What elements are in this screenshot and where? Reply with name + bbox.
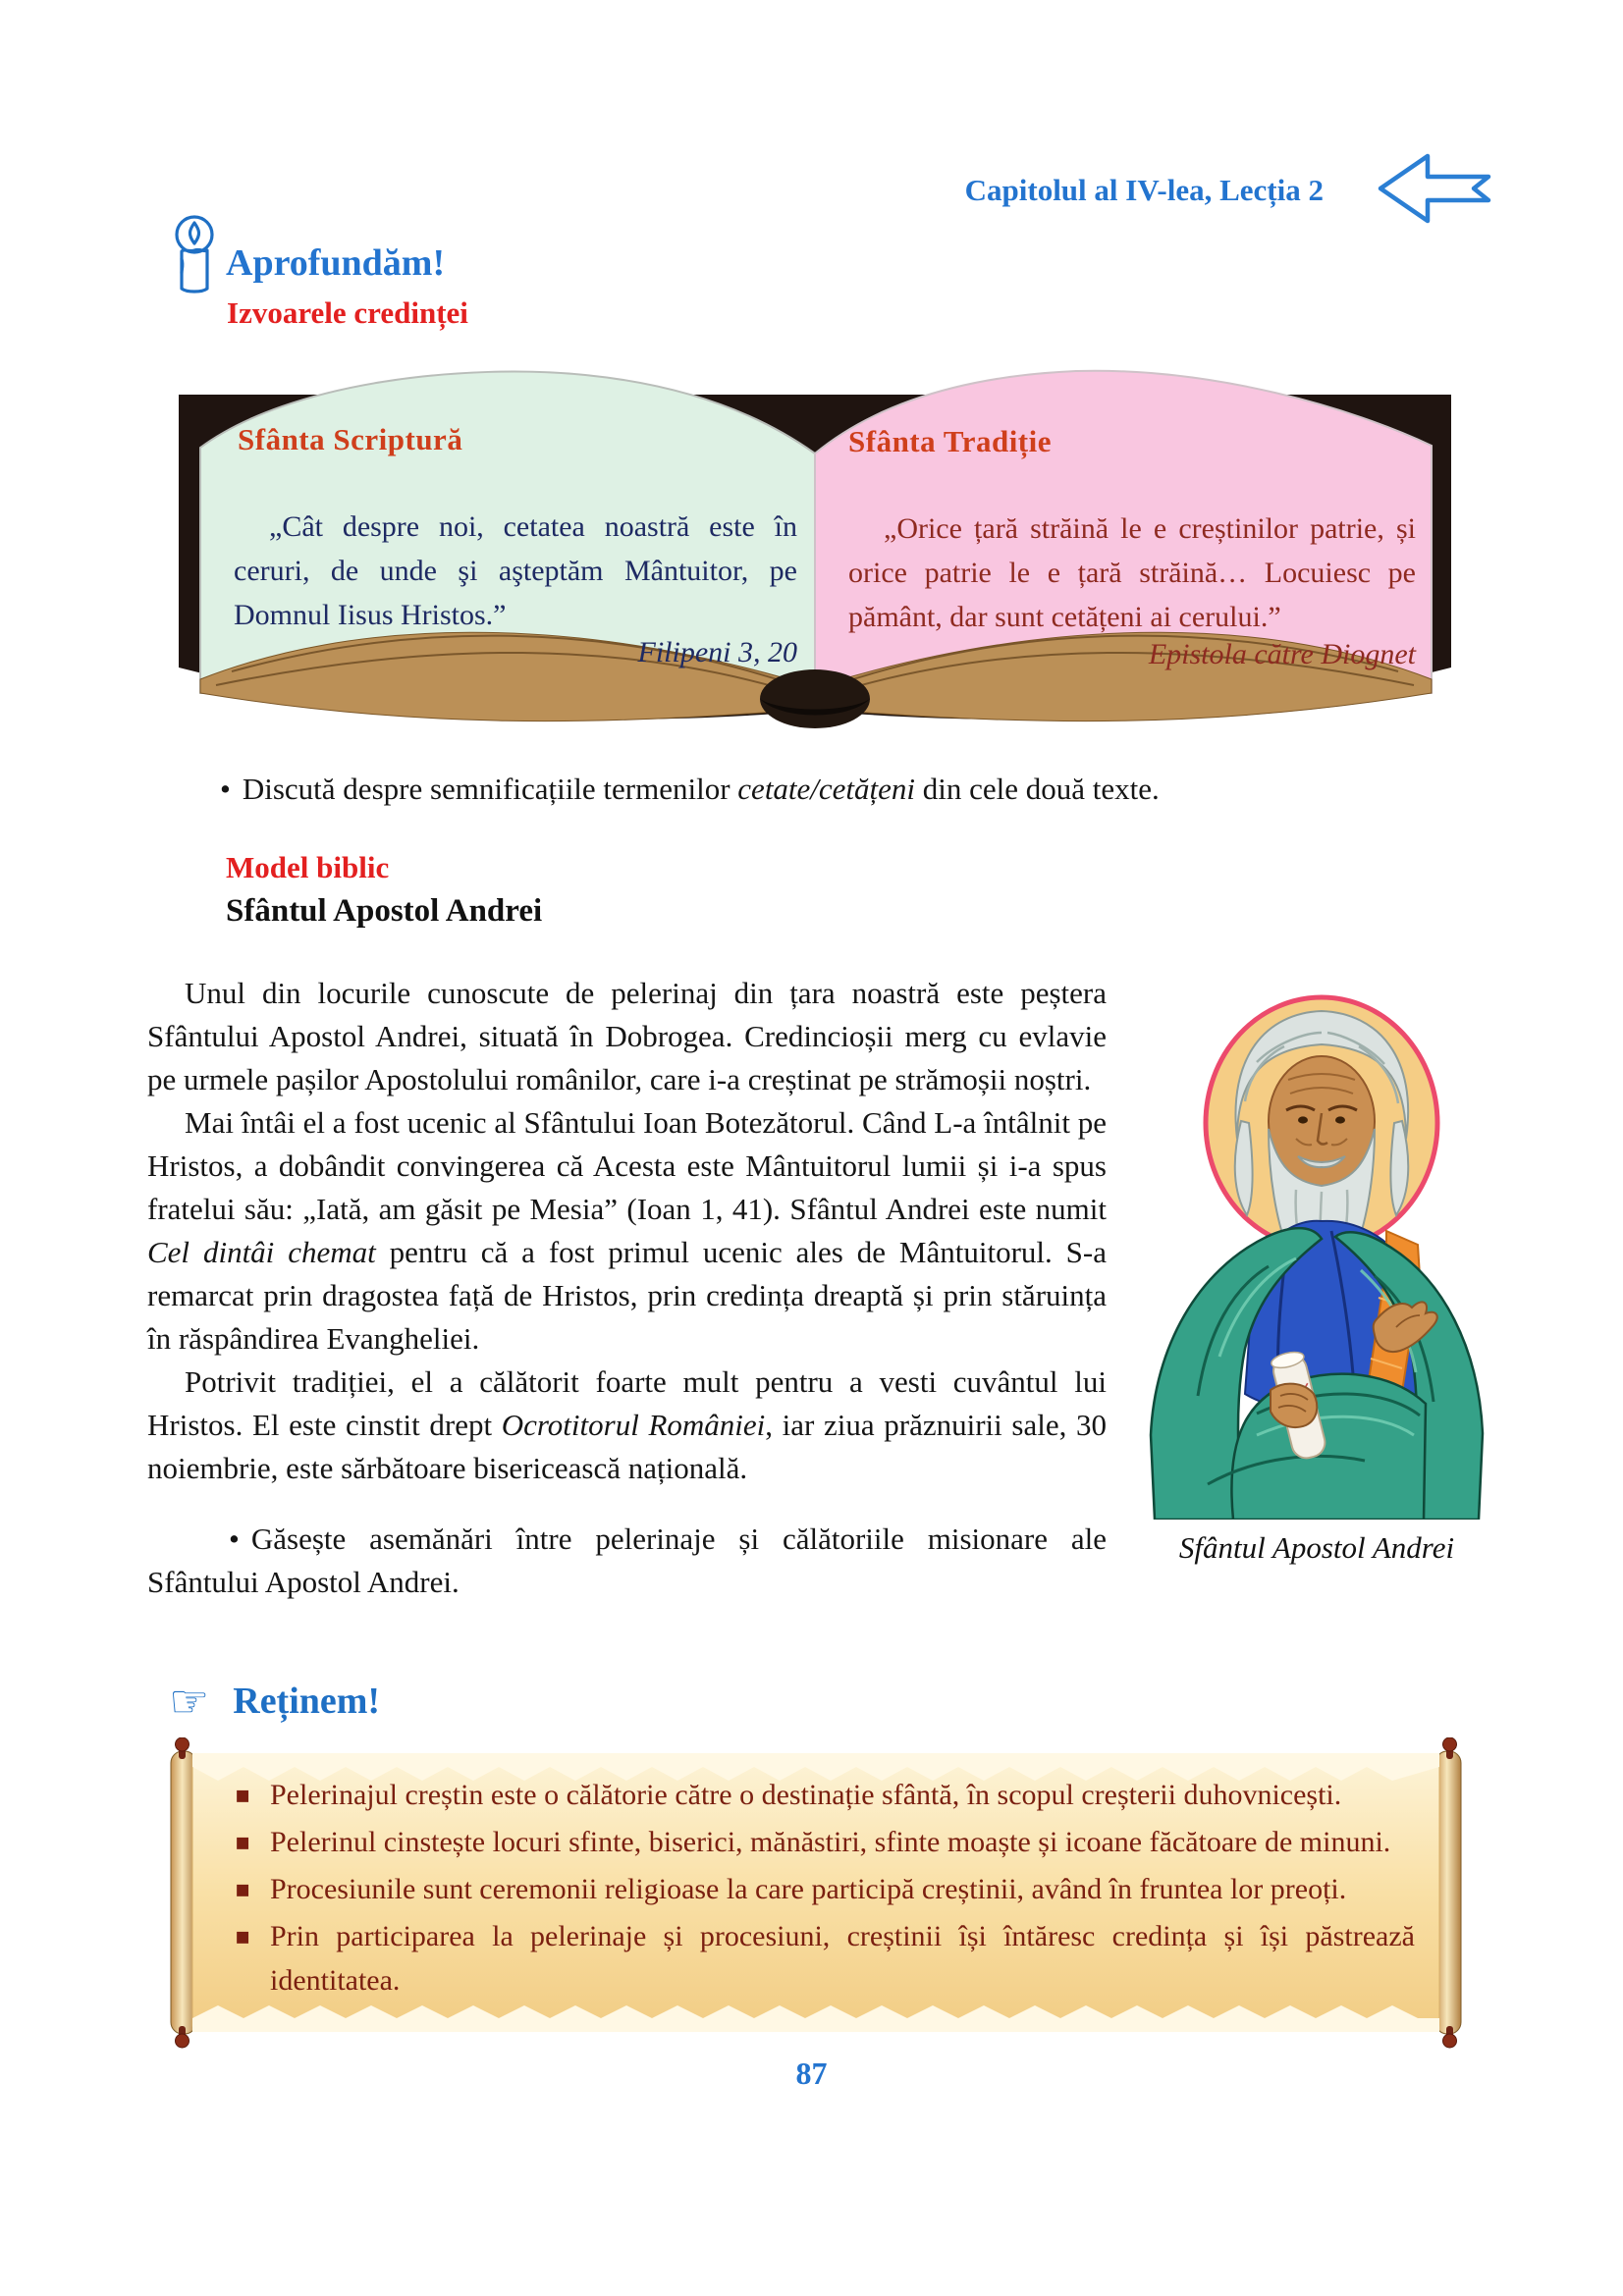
square-bullet-icon: ▪ [235, 1875, 251, 1902]
paragraph-3-text: Potrivit tradiției, el a călătorit foarte mult pentru a vesti cuvântul lui Hristos. El este cinstit drept [147, 1364, 1107, 1442]
saint-andrew-figure [1139, 974, 1494, 1566]
discussion-task-1-term: cetate/cetățeni [737, 772, 916, 806]
paragraph-1: Unul din locurile cunoscute de pelerinaj din țara noastră este peștera Sfântului Apostol Andrei, situată în Dobrogea. Credincioșii merg cu evlavie pe urmele pașilor Apostolului românilor, care i-a creștinat pe strămoșii noștri. [147, 976, 1107, 1096]
key-point [235, 1914, 1415, 2002]
discussion-task-2-text: Găsește asemănări între pelerinaje și călătoriile misionare ale Sfântului Apostol Andrei. [147, 1522, 1107, 1599]
key-point [235, 1867, 1415, 1911]
paragraph-2-text: Mai întâi el a fost ucenic al Sfântului Ioan Botezătorul. Când L-a întâlnit pe Hristos, a dobândit convingerea că Acesta este Mântuitorul lumii și i-a spus fratelui său: „Iată, am găsit pe Mesia” (Ioan 1, 41). Sfântul Andrei este numit [147, 1105, 1107, 1226]
key-point-text: Pelerinajul creștin este o călătorie către o destinație sfântă, în scopul creșterii duhovnicești. [270, 1779, 1342, 1811]
retinem-section-header [169, 1675, 381, 1728]
book-right-quote: „Orice țară străină le e creștinilor patrie, și orice patrie le e țară străină… Locuiesc pe pământ, dar sunt cetățeni ai cerului.” [848, 512, 1416, 633]
chapter-heading: Capitolul al IV-lea, Lecția 2 [964, 173, 1324, 207]
square-bullet-icon: ▪ [235, 1922, 251, 1949]
paragraph-2-italic: Cel dintâi chemat [147, 1235, 376, 1269]
round-bullet-icon: • [220, 772, 231, 806]
square-bullet-icon: ▪ [235, 1828, 251, 1855]
body-text-column [147, 972, 1107, 1604]
book-left-source: Filipeni 3, 20 [637, 636, 797, 668]
paragraph-3 [147, 1361, 1107, 1490]
retinem-title: Reținem! [233, 1681, 381, 1722]
paragraph-2-text-b: pentru că a fost primul ucenic ales de Mântuitorul. S-a remarcat prin dragostea față de Hristos, prin credința dreaptă și prin stăruința în răspândirea Evangheliei. [147, 1235, 1107, 1356]
key-point-text: Procesiunile sunt ceremonii religioase la care participă creștinii, având în fruntea lor preoți. [270, 1873, 1347, 1905]
discussion-task-1 [220, 772, 1160, 807]
paragraph-2 [147, 1101, 1107, 1361]
candle-icon [169, 214, 220, 296]
key-point [235, 1773, 1415, 1817]
saint-andrew-caption: Sfântul Apostol Andrei [1178, 1530, 1455, 1565]
saint-andrew-icon [1139, 974, 1494, 1520]
key-points-list [235, 1773, 1415, 2005]
paragraph-3-italic: Ocrotitorul României [501, 1408, 766, 1442]
model-biblic-label: Model biblic [226, 850, 390, 884]
key-points-scroll [167, 1737, 1465, 2050]
key-point [235, 1820, 1415, 1864]
book-left-heading: Sfânta Scriptură [238, 422, 463, 456]
section-title-aprofundam: Aprofundăm! [226, 242, 446, 284]
back-arrow-icon [1373, 149, 1494, 228]
round-bullet-icon: • [229, 1522, 240, 1556]
book-left-quote: „Cât despre noi, cetatea noastră este în ceruri, de unde şi aşteptăm Mântuitor, pe Domnul Iisus Hristos.” [234, 510, 797, 631]
key-point-text: Pelerinul cinstește locuri sfinte, biserici, mănăstiri, sfinte moaște și icoane făcătoare de minuni. [270, 1826, 1391, 1858]
book-right-heading: Sfânta Tradiție [848, 424, 1053, 458]
key-point-text: Prin participarea la pelerinaje și procesiuni, creștinii își întăresc credința și își păstrează identitatea. [270, 1920, 1415, 1997]
discussion-task-1-prefix: Discută despre semnificațiile termenilor [242, 772, 738, 806]
discussion-task-1-suffix: din cele două texte. [915, 772, 1160, 806]
model-biblic-title: Sfântul Apostol Andrei [226, 893, 543, 929]
book-right-source: Epistola către Diognet [1148, 638, 1416, 670]
discussion-task-2 [147, 1518, 1107, 1604]
square-bullet-icon: ▪ [235, 1781, 251, 1808]
page-number: 87 [795, 2056, 828, 2091]
section-subtitle-izvoarele: Izvoarele credinței [227, 295, 468, 330]
pointing-hand-icon: ☞ [169, 1675, 210, 1728]
open-book-illustration [173, 353, 1457, 738]
paragraph-3-text-b: , iar ziua prăznuirii sale, 30 noiembrie, este sărbătoare bisericească națională. [147, 1408, 1107, 1485]
